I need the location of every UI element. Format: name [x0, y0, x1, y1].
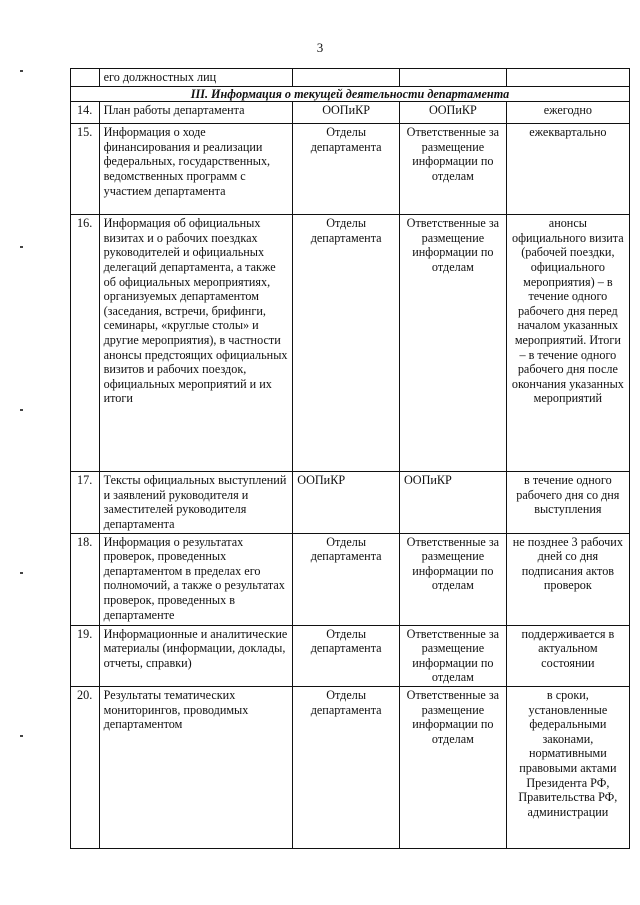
- row-name: Информационные и аналитические материалы (информации, доклады, отчеты, справки): [99, 625, 293, 686]
- continuation-text: его должностных лиц: [99, 69, 293, 87]
- row-number: 18.: [71, 533, 100, 625]
- section-heading: III. Информация о текущей деятельности департамента: [71, 86, 630, 102]
- row-term: ежеквартально: [506, 124, 629, 215]
- table-row: [71, 215, 630, 472]
- page-number: 3: [316, 40, 324, 55]
- row-placement: Ответственные за размещение информации по отделам: [400, 533, 507, 625]
- row-term: анонсы официального визита (рабочей поездки, официального мероприятия) – в течение одного рабочего дня перед началом указанных мероприятий. Итоги – в течение одного рабочего дня после окончания указанных мероприятий: [506, 215, 629, 472]
- cell-empty: [400, 69, 507, 87]
- scan-speck: [20, 409, 23, 411]
- row-term: поддерживается в актуальном состоянии: [506, 625, 629, 686]
- row-name: Результаты тематических мониторингов, проводимых департаментом: [99, 686, 293, 848]
- row-placement: Ответственные за размещение информации по отделам: [400, 686, 507, 848]
- scan-speck: [20, 735, 23, 737]
- section-heading-row: [71, 86, 630, 102]
- row-term: в сроки, установленные федеральными законами, нормативными правовыми актами Президента РФ, Правительства РФ, администрации: [506, 686, 629, 848]
- scan-speck: [20, 246, 23, 248]
- row-placement: ООПиКР: [400, 472, 507, 533]
- row-number: 15.: [71, 124, 100, 215]
- table-row: [71, 124, 630, 215]
- table-row: [71, 686, 630, 848]
- row-responsible: ООПиКР: [293, 472, 400, 533]
- row-placement: Ответственные за размещение информации по отделам: [400, 124, 507, 215]
- information-table: [70, 68, 630, 849]
- row-responsible: Отделы департамента: [293, 686, 400, 848]
- row-number: 20.: [71, 686, 100, 848]
- row-number: 19.: [71, 625, 100, 686]
- row-number: 17.: [71, 472, 100, 533]
- row-name: Информация об официальных визитах и о рабочих поездках руководителей и официальных делегаций департамента, а также об официальных мероприятиях, организуемых департаментом (заседания, встречи, брифинги, семинары, «круглые столы» и другие мероприятия), в частности анонсы предстоящих официальных визитов и рабочих поездок, официальных мероприятий и их итоги: [99, 215, 293, 472]
- row-responsible: Отделы департамента: [293, 124, 400, 215]
- scan-speck: [20, 70, 23, 72]
- table-row: [71, 102, 630, 124]
- row-placement: Ответственные за размещение информации по отделам: [400, 215, 507, 472]
- table-row: [71, 625, 630, 686]
- row-responsible: ООПиКР: [293, 102, 400, 124]
- row-name: Тексты официальных выступлений и заявлений руководителя и заместителей руководителя департамента: [99, 472, 293, 533]
- cell-empty: [293, 69, 400, 87]
- row-term: ежегодно: [506, 102, 629, 124]
- row-name: План работы департамента: [99, 102, 293, 124]
- row-name: Информация о ходе финансирования и реализации федеральных, государственных, ведомственных программ с участием департамента: [99, 124, 293, 215]
- row-number: 14.: [71, 102, 100, 124]
- table-row-continuation: [71, 69, 630, 87]
- row-placement: ООПиКР: [400, 102, 507, 124]
- cell-empty: [506, 69, 629, 87]
- table-row: [71, 472, 630, 533]
- row-term: не позднее 3 рабочих дней со дня подписания актов проверок: [506, 533, 629, 625]
- row-number: 16.: [71, 215, 100, 472]
- scan-speck: [20, 572, 23, 574]
- row-term: в течение одного рабочего дня со дня выступления: [506, 472, 629, 533]
- row-placement: Ответственные за размещение информации по отделам: [400, 625, 507, 686]
- table-row: [71, 533, 630, 625]
- row-responsible: Отделы департамента: [293, 533, 400, 625]
- row-responsible: Отделы департамента: [293, 625, 400, 686]
- row-name: Информация о результатах проверок, проведенных департаментом в пределах его полномочий, а также о результатах проверок, проведенных в департаменте: [99, 533, 293, 625]
- cell-empty: [71, 69, 100, 87]
- row-responsible: Отделы департамента: [293, 215, 400, 472]
